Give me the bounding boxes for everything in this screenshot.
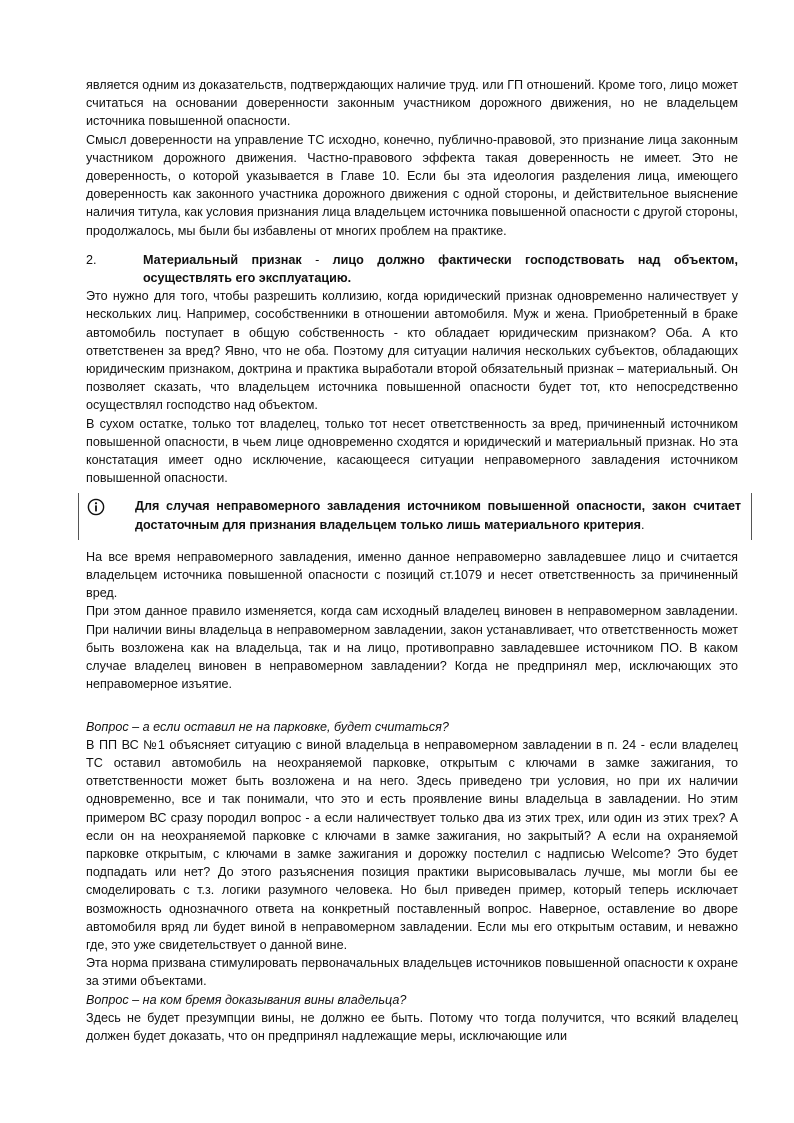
- paragraph-4: В сухом остатке, только тот владелец, только тот несет ответственность за вред, причиненный источником повышенной опасности, в чьем лице одновременно сходятся и юридический и материальный признак. Но эта констатация имеет одно исключение, касающееся ситуации неправомерного завладения источником повышенной опасности.: [86, 416, 738, 486]
- item-term: Материальный признак: [143, 252, 302, 267]
- question-1: Вопрос – а если оставил не на парковке, будет считаться?: [86, 719, 449, 734]
- paragraph-2: Смысл доверенности на управление ТС исходно, конечно, публично-правовой, это признание лица законным участником дорожного движения. Частно-правового эффекта такая доверенность не имеет. Это не доверенность, о которой указывается в Главе 10. Если бы эта идеология разделения лица, имеющего доверенность как законного участника дорожного движения с одной стороны, и действительное выяснение наличия титула, как условия признания лица владельцем источника повышенной опасности с другой стороны, продолжалось, мы были бы избавлены от многих проблем на практике.: [86, 132, 738, 238]
- paragraph-7: В ПП ВС №1 объясняет ситуацию с виной владельца в неправомерном завладении в п. 24 - если владелец ТС оставил автомобиль на неохраняемой парковке, открытым с ключами в замке зажигания, то ответственности может быть возложена и на него. Здесь приведено три условия, но при их наличии одновременно, все и так понимали, что это и есть проявление вины владельца в завладении. Но этим примером ВС сразу породил вопрос - а если наличествует только два из этих трех, или один из этих трех? А если он на неохраняемой парковке с ключами в замке зажигания, но закрытый? А если на охраняемой парковке открытым, с ключами в замке зажигания и дорожку постелил с надписью Welcome? Это будет подпадать или нет? До этого разъяснения позиция практики вырисовывалась лучше, мы могли бы ее смоделировать с т.з. логики разумного человека. Но был приведен пример, который теперь исключает возможность однозначного ответа на конкретный поставленный вопрос. Наверное, оставление во дворе автомобиля вряд ли будет виной в неправомерном завладении. Если мы его открытым оставим, и неважно где, это уже свидетельствует о данной вине.: [86, 737, 738, 952]
- item-heading: Материальный признак - лицо должно фактически господствовать над объектом, осуществлять его эксплуатацию.: [143, 252, 738, 286]
- numbered-item-2: [86, 251, 738, 287]
- note-text: Для случая неправомерного завладения источником повышенной опасности, закон считает достаточным для признания владельцем только лишь материального критерия.: [135, 499, 741, 532]
- item-number: 2.: [86, 252, 97, 267]
- paragraph-8: Эта норма призвана стимулировать первоначальных владельцев источников повышенной опасности к охране за этими объектами.: [86, 956, 738, 989]
- paragraph-5: На все время неправомерного завладения, именно данное неправомерно завладевшее лицо и считается владельцем источника повышенной опасности с позиций ст.1079 и несет ответственность за причиненный вред.: [86, 549, 738, 601]
- info-note: [78, 493, 752, 539]
- paragraph-3: Это нужно для того, чтобы разрешить коллизию, когда юридический признак одновременно наличествует у нескольких лиц. Например, сособственники в отношении автомобиля. Муж и жена. Приобретенный в браке автомобиль поступает в общую собственность - кто обладает юридическим признаком? Оба. А кто ответственен за вред? Явно, что не оба. Поэтому для ситуации наличия нескольких субъектов, обладающих юридическим признаком, доктрина и практика выработали второй обязательный признак – материальный. Он позволяет сказать, что владельцем источника повышенной опасности будет тот, кто непосредственно осуществлял господство над объектом.: [86, 289, 738, 413]
- question-2: Вопрос – на ком бремя доказывания вины владельца?: [86, 992, 407, 1007]
- info-icon: [87, 497, 135, 533]
- paragraph-6: При этом данное правило изменяется, когда сам исходный владелец виновен в неправомерном завладении. При наличии вины владельца в неправомерном завладении, закон устанавливает, что ответственность может быть возложена как на владельца, так и на лицо, противоправно завладевшее источником ПО. В каком случае владелец виновен в неправомерном завладении? Когда не предпринял мер, исключающих это неправомерное изъятие.: [86, 604, 738, 692]
- item-definition: лицо должно фактически господствовать над объектом, осуществлять его эксплуатацию.: [143, 252, 738, 286]
- paragraph-9: Здесь не будет презумпции вины, не должно ее быть. Потому что тогда получится, что всякий владелец должен будет доказать, что он предпринял надлежащие меры, исключающие или: [86, 1010, 738, 1043]
- paragraph-1: является одним из доказательств, подтверждающих наличие труд. или ГП отношений. Кроме того, лицо может считаться на основании доверенности законным участником дорожного движения, но не владельцем источника повышенной опасности.: [86, 78, 738, 129]
